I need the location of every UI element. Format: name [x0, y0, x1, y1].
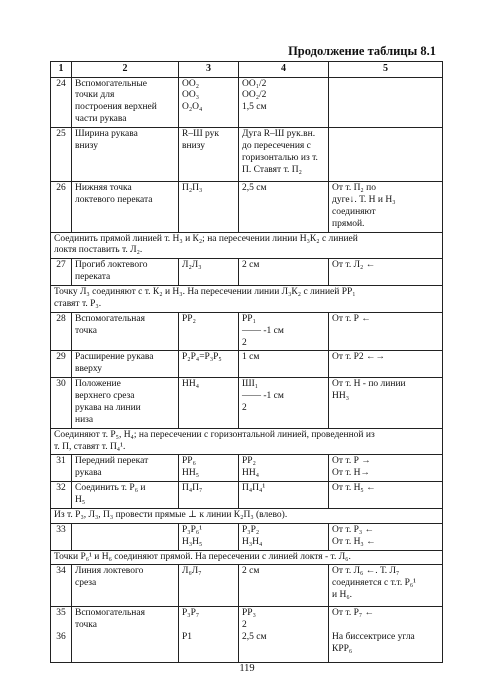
- cell-line: Нижняя точка: [75, 183, 132, 193]
- item-number-cell: [51, 455, 72, 482]
- column-header-4: 4: [239, 62, 329, 78]
- cell-line: низа: [75, 414, 94, 425]
- cell-line: Положение: [75, 379, 121, 390]
- measurement-cell: [239, 182, 329, 233]
- page-number: 119: [239, 663, 255, 674]
- note-line: Из т. Р₃, Л₃, П₃ провести прямые ⊥ к линии К₂П₃ (влево).: [54, 509, 288, 520]
- cell-line: Вспомогательная: [75, 608, 145, 619]
- column-header-3: 3: [179, 62, 239, 78]
- cell-line: [182, 620, 235, 632]
- step-description-cell: [72, 455, 179, 482]
- item-number-cell: [51, 312, 72, 351]
- segment-cell: [179, 312, 239, 351]
- step-description-cell: [72, 77, 179, 128]
- cell-line: 35: [56, 608, 66, 619]
- step-description-cell: [72, 351, 179, 378]
- measurement-cell: [239, 455, 329, 482]
- cell-line: КРР₆: [332, 644, 353, 654]
- table-note-row: [51, 286, 443, 313]
- cell-line: От т. Р₇ ←: [332, 608, 375, 619]
- cell-line: прямой.: [332, 218, 365, 229]
- step-description-cell: [72, 312, 179, 351]
- cell-line: горизонталью из т.: [242, 152, 318, 163]
- cell-line: R–Ш рук: [182, 129, 220, 139]
- construction-note-cell: [329, 259, 443, 286]
- table-note-cell: [51, 286, 443, 313]
- note-line: Точку Л₃ соединяют с т. К₂ и Н₃. На пересечении линии Л₃К₂ с линией РР₁: [54, 287, 356, 297]
- cell-line: дуге↓. Т. Н и Н₃: [332, 194, 396, 205]
- cell-line: 2 см: [242, 566, 260, 577]
- cell-line: Л₆Л₇: [182, 566, 202, 577]
- step-description-cell: [72, 607, 179, 663]
- item-number-cell: [51, 523, 72, 550]
- table-row: [51, 77, 443, 128]
- cell-line: От т. Р →: [332, 456, 371, 467]
- cell-line: От т. Н→: [332, 468, 370, 479]
- note-line: Соединяют т. Р₅, Н₄; на пересечении с горизонтальной линией, проведенной из: [54, 429, 375, 440]
- item-number-cell: [51, 351, 72, 378]
- cell-line: От т. Р ←: [332, 313, 371, 324]
- construction-note-cell: [329, 182, 443, 233]
- cell-line: PP₃: [242, 608, 256, 619]
- cell-line: Н₃Н₄: [242, 536, 263, 547]
- cell-line: OO₁/2: [242, 78, 267, 89]
- step-description-cell: [72, 182, 179, 233]
- cell-line: 26: [56, 183, 66, 193]
- construction-note-cell: [329, 523, 443, 550]
- cell-line: соединяют: [332, 206, 376, 217]
- construction-note-cell: [329, 607, 443, 663]
- segment-cell: [179, 182, 239, 233]
- cell-line: 1,5 см: [242, 102, 267, 113]
- table-row: [51, 523, 443, 550]
- cell-line: P₃P₇: [182, 608, 200, 619]
- step-description-cell: [72, 378, 179, 429]
- table-note-row: [51, 232, 443, 259]
- construction-note-cell: [329, 351, 443, 378]
- segment-cell: [179, 77, 239, 128]
- cell-line: 33: [56, 524, 66, 535]
- cell-line: P₂P₄=P₃P₅: [182, 352, 222, 363]
- cell-line: 34: [56, 566, 66, 577]
- cell-line: PP₂: [182, 313, 196, 324]
- table-header-row: [51, 62, 443, 78]
- cell-line: точка: [75, 325, 97, 336]
- segment-cell: [179, 455, 239, 482]
- step-description-cell: [72, 523, 179, 550]
- item-number-cell: [51, 259, 72, 286]
- cell-line: От т. Р2 ←→: [332, 352, 385, 363]
- cell-line: рукава: [75, 468, 102, 479]
- cell-line: 2,5 см: [242, 632, 267, 643]
- cell-line: [54, 620, 68, 632]
- cell-line: Расширение рукава: [75, 352, 154, 363]
- cell-line: переката: [75, 272, 111, 283]
- measurement-cell: [239, 312, 329, 351]
- cell-line: НН₅: [182, 468, 200, 479]
- construction-note-cell: [329, 128, 443, 182]
- column-header-2: 2: [72, 62, 179, 78]
- step-description-cell: [72, 128, 179, 182]
- table-row: [51, 378, 443, 429]
- cell-line: [332, 620, 439, 632]
- cell-line: среза: [75, 578, 97, 589]
- cell-line: 28: [56, 313, 66, 324]
- construction-table: [50, 61, 443, 663]
- measurement-cell: [239, 378, 329, 429]
- segment-cell: [179, 378, 239, 429]
- segment-cell: [179, 565, 239, 607]
- segment-cell: [179, 128, 239, 182]
- step-description-cell: [72, 565, 179, 607]
- measurement-cell: [239, 259, 329, 286]
- cell-line: П₄П₄¹: [242, 483, 266, 494]
- cell-line: P₃P₂: [242, 524, 260, 535]
- cell-line: От т. Л₆ ←. Т. Л₇: [332, 566, 400, 577]
- cell-line: Н₃Н₅: [182, 536, 203, 547]
- construction-note-cell: [329, 565, 443, 607]
- cell-line: 36: [56, 632, 66, 643]
- cell-line: 32: [56, 483, 66, 494]
- cell-line: 24: [56, 78, 66, 89]
- cell-line: НН₃: [332, 391, 350, 401]
- table-note-row: [51, 550, 443, 565]
- table-row: [51, 312, 443, 351]
- cell-line: верхнего среза: [75, 391, 135, 401]
- cell-line: 2: [242, 402, 247, 413]
- cell-line: От т. Л₂ ←: [332, 260, 376, 271]
- measurement-cell: [239, 565, 329, 607]
- cell-line: локтевого переката: [75, 194, 153, 205]
- cell-line: точка: [75, 620, 97, 631]
- cell-line: OO₂: [182, 78, 200, 89]
- note-line: т. П, ставят т. П₄¹.: [54, 441, 126, 452]
- table-body: [51, 62, 443, 663]
- construction-note-cell: [329, 482, 443, 509]
- note-line: локтя поставить т. Л₂.: [54, 245, 143, 256]
- construction-note-cell: [329, 77, 443, 128]
- cell-line: точки для: [75, 90, 115, 101]
- table-row: [51, 607, 443, 663]
- cell-line: P1: [182, 632, 193, 643]
- table-continuation-caption: Продолжение таблицы 8.1: [288, 44, 436, 58]
- cell-line: внизу: [75, 140, 98, 151]
- cell-line: O₂O₄: [182, 102, 203, 113]
- table-note-cell: [51, 550, 443, 565]
- cell-line: 31: [56, 456, 66, 467]
- cell-line: На биссектрисе угла: [332, 632, 415, 643]
- segment-cell: [179, 607, 239, 663]
- cell-line: Дуга R–Ш рук.вн.: [242, 129, 316, 139]
- cell-line: Линия локтевого: [75, 566, 144, 577]
- note-line: Соединить прямой линией т. Н₃ и К₂; на пересечении линии Н₃К₂ с линией: [54, 233, 358, 244]
- cell-line: вверху: [75, 364, 103, 375]
- cell-line: НН₄: [182, 379, 200, 390]
- table-note-row: [51, 508, 443, 523]
- cell-line: PP₆: [182, 456, 196, 467]
- cell-line: От т. Н₅ ←: [332, 483, 376, 494]
- cell-line: Вспомогательные: [75, 78, 147, 89]
- table-note-row: [51, 428, 443, 455]
- cell-line: 27: [56, 260, 66, 271]
- segment-cell: [179, 351, 239, 378]
- cell-line: OO₃: [182, 90, 200, 101]
- item-number-cell: [51, 182, 72, 233]
- cell-line: 25: [56, 129, 66, 139]
- cell-line: От т. Н - по линии: [332, 379, 406, 390]
- segment-cell: [179, 523, 239, 550]
- column-header-5: 5: [329, 62, 443, 78]
- table-row: [51, 455, 443, 482]
- cell-line: Н₅: [75, 495, 86, 505]
- measurement-cell: [239, 523, 329, 550]
- cell-line: PP₁: [242, 313, 256, 324]
- cell-line: 29: [56, 352, 66, 363]
- cell-line: От т. Р₃ ←: [332, 524, 375, 535]
- cell-line: Передний перекат: [75, 456, 149, 467]
- cell-line: рукава на линии: [75, 402, 141, 413]
- item-number-cell: [51, 482, 72, 509]
- table-row: [51, 128, 443, 182]
- cell-line: Л₂Л₃: [182, 260, 202, 271]
- cell-line: П. Ставят т. П₂: [242, 164, 302, 175]
- cell-line: П₂П₃: [182, 183, 203, 193]
- cell-line: Соединить т. Р₆ и: [75, 483, 146, 494]
- table-note-cell: [51, 232, 443, 259]
- table-row: [51, 182, 443, 233]
- cell-line: внизу: [182, 140, 205, 151]
- cell-line: 30: [56, 379, 66, 390]
- measurement-cell: [239, 607, 329, 663]
- table-note-cell: [51, 428, 443, 455]
- table-row: [51, 259, 443, 286]
- cell-line: 2 см: [242, 260, 260, 271]
- cell-line: 1 см: [242, 352, 260, 363]
- cell-line: От т. Н₃ ←: [332, 536, 376, 547]
- cell-line: части рукава: [75, 114, 127, 125]
- construction-note-cell: [329, 455, 443, 482]
- cell-line: и Н₆.: [332, 590, 353, 601]
- cell-line: 2: [242, 337, 247, 348]
- cell-line: —— -1 см: [242, 325, 284, 336]
- note-line: ставят т. Р₃.: [54, 298, 102, 309]
- cell-line: 2: [242, 620, 247, 631]
- cell-line: Прогиб локтевого: [75, 260, 148, 271]
- measurement-cell: [239, 351, 329, 378]
- cell-line: ШI₁: [242, 379, 259, 390]
- item-number-cell: [51, 378, 72, 429]
- cell-line: соединяется с т.т. Р₆¹: [332, 578, 417, 589]
- cell-line: 2,5 см: [242, 183, 267, 193]
- construction-note-cell: [329, 312, 443, 351]
- segment-cell: [179, 482, 239, 509]
- table-row: [51, 482, 443, 509]
- step-description-cell: [72, 482, 179, 509]
- cell-line: Вспомогательная: [75, 313, 145, 324]
- cell-line: P₃P₆¹: [182, 524, 203, 535]
- construction-note-cell: [329, 378, 443, 429]
- cell-line: —— -1 см: [242, 391, 284, 401]
- table-row: [51, 565, 443, 607]
- cell-line: От т. П₂ по: [332, 183, 376, 193]
- cell-line: П₄П₇: [182, 483, 203, 494]
- cell-line: НН₄: [242, 468, 260, 479]
- item-number-cell: [51, 607, 72, 663]
- note-line: Точки Р₆¹ и Н₆ соединяют прямой. На пересечении с линией локтя - т. Л₆.: [54, 551, 351, 562]
- item-number-cell: [51, 565, 72, 607]
- cell-line: OO₂/2: [242, 90, 267, 101]
- item-number-cell: [51, 77, 72, 128]
- measurement-cell: [239, 128, 329, 182]
- table-note-cell: [51, 508, 443, 523]
- step-description-cell: [72, 259, 179, 286]
- cell-line: до пересечения с: [242, 140, 311, 151]
- cell-line: PP₂: [242, 456, 256, 467]
- cell-line: Ширина рукава: [75, 129, 138, 139]
- table-row: [51, 351, 443, 378]
- measurement-cell: [239, 482, 329, 509]
- cell-line: построения верхней: [75, 102, 157, 113]
- segment-cell: [179, 259, 239, 286]
- item-number-cell: [51, 128, 72, 182]
- column-header-1: 1: [51, 62, 72, 78]
- measurement-cell: [239, 77, 329, 128]
